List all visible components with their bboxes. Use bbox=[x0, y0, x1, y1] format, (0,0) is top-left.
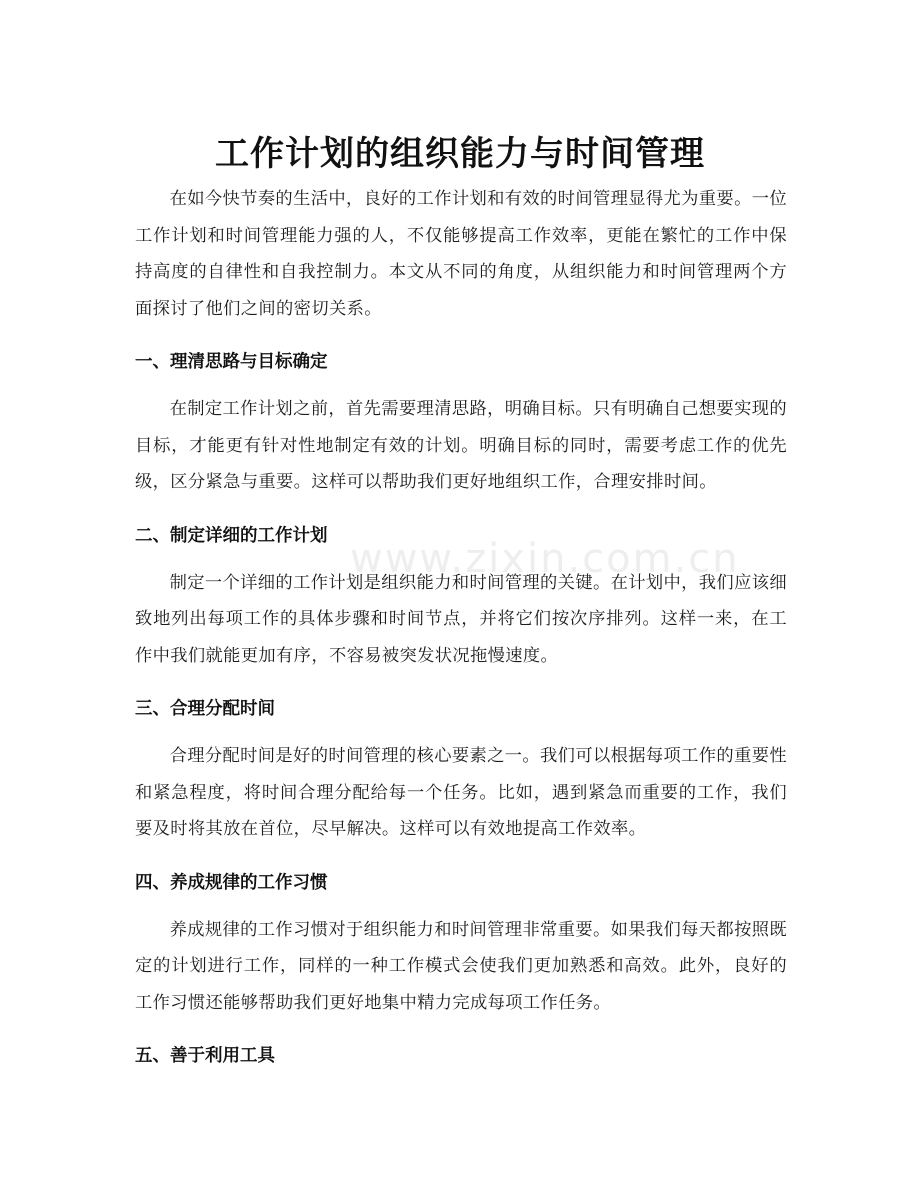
section-paragraph-1: 在制定工作计划之前，首先需要理清思路，明确目标。只有明确自己想要实现的目标，才能更有针对性地制定有效的计划。明确目标的同时，需要考虑工作的优先级，区分紧急与重要。这样可以帮助我们更好地组织工作，合理安排时间。 bbox=[135, 399, 787, 492]
section-heading-1: 一、理清思路与目标确定 bbox=[135, 352, 328, 372]
section-paragraph-3: 合理分配时间是好的时间管理的核心要素之一。我们可以根据每项工作的重要性和紧急程度，将时间合理分配给每一个任务。比如，遇到紧急而重要的工作，我们要及时将其放在首位，尽早解决。这样可以有效地提高工作效率。 bbox=[135, 746, 787, 839]
document-body bbox=[135, 181, 787, 1068]
section-heading-3: 三、合理分配时间 bbox=[135, 699, 275, 719]
section-heading-4: 四、养成规律的工作习惯 bbox=[135, 872, 328, 893]
intro-paragraph: 在如今快节奏的生活中，良好的工作计划和有效的时间管理显得尤为重要。一位工作计划和时间管理能力强的人，不仅能够提高工作效率，更能在繁忙的工作中保持高度的自律性和自我控制力。本文从不同的角度，从组织能力和时间管理两个方面探讨了他们之间的密切关系。 bbox=[135, 189, 787, 319]
section-paragraph-2: 制定一个详细的工作计划是组织能力和时间管理的关键。在计划中，我们应该细致地列出每项工作的具体步骤和时间节点，并将它们按次序排列。这样一来，在工作中我们就能更加有序，不容易被突发状况拖慢速度。 bbox=[135, 572, 787, 666]
section-heading-5: 五、善于利用工具 bbox=[135, 1046, 275, 1066]
section-paragraph-4: 养成规律的工作习惯对于组织能力和时间管理非常重要。如果我们每天都按照既定的计划进行工作，同样的一种工作模式会使我们更加熟悉和高效。此外，良好的工作习惯还能够帮助我们更好地集中精力完成每项工作任务。 bbox=[135, 919, 787, 1013]
watermark: www.zixin.com.cn bbox=[350, 536, 740, 582]
document-title: 工作计划的组织能力与时间管理 bbox=[215, 133, 705, 174]
section-heading-2: 二、制定详细的工作计划 bbox=[135, 525, 328, 546]
